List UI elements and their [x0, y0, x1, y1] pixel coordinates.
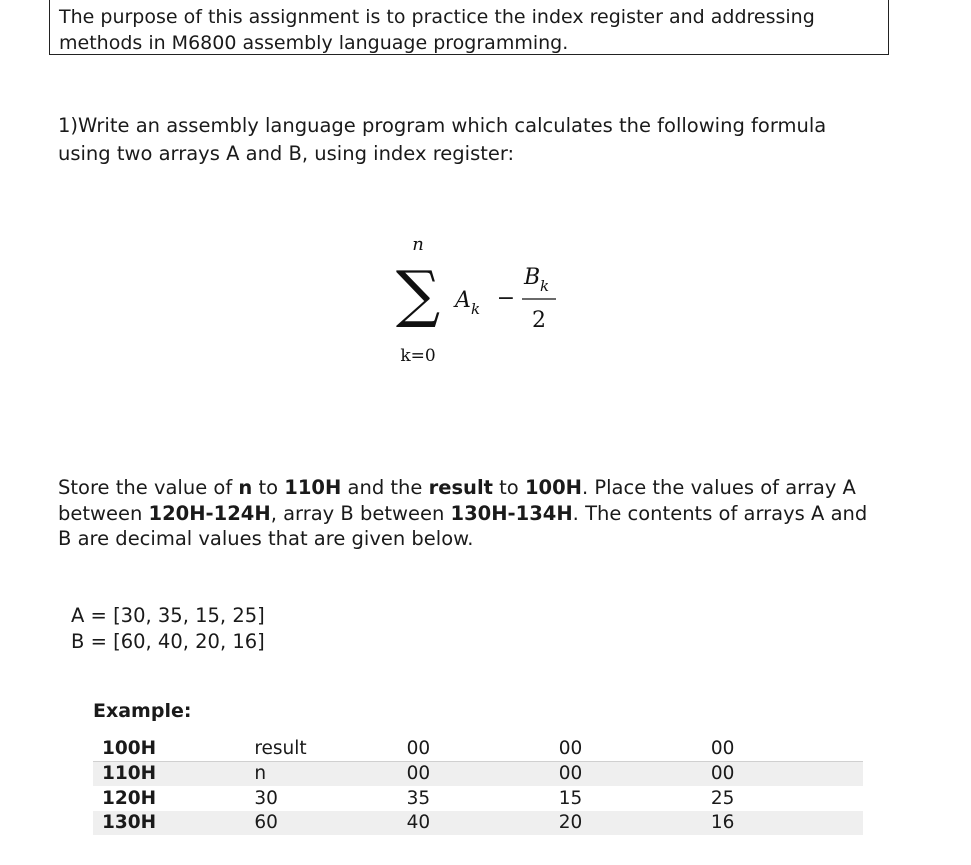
table-row	[93, 761, 863, 786]
table-row	[93, 811, 863, 836]
address-cell: 100H	[93, 736, 254, 761]
upper-limit: n	[412, 234, 424, 255]
term-a: A	[455, 288, 471, 313]
value-cell: 00	[711, 761, 863, 786]
value-cell: 20	[559, 811, 711, 836]
value-cell: 00	[559, 761, 711, 786]
minus-sign: −	[496, 286, 516, 311]
store-instructions	[58, 475, 908, 552]
value-cell: 00	[407, 761, 559, 786]
value-cell: 60	[254, 811, 406, 836]
array-a: A = [30, 35, 15, 25]	[71, 604, 265, 627]
term-a-subscript: k	[471, 300, 481, 318]
value-cell: 00	[407, 736, 559, 761]
numerator-subscript: k	[540, 277, 550, 295]
value-cell: 16	[711, 811, 863, 836]
value-cell: 15	[558, 787, 583, 809]
array-b: B = [60, 40, 20, 16]	[71, 630, 265, 653]
value-cell: 00	[559, 736, 711, 761]
address-cell: 130H	[93, 811, 254, 836]
denominator: 2	[532, 308, 546, 333]
address-cell: 120H	[102, 787, 157, 809]
array-values	[71, 603, 265, 655]
value-cell: 30	[254, 787, 278, 809]
value-cell: 35	[406, 787, 431, 809]
question-1-line-1: 1)Write an assembly language program which calculates the following formula	[58, 114, 827, 137]
store-line-3: B are decimal values that are given below.	[58, 527, 474, 550]
intro-line-1: The purpose of this assignment is to practice the index register and addressing	[59, 6, 815, 28]
value-cell: 40	[407, 811, 559, 836]
numerator: B	[524, 265, 541, 290]
value-cell: 00	[711, 736, 863, 761]
table-row	[93, 736, 863, 761]
table-row	[93, 786, 863, 811]
store-line-2: between 120H-124H, array B between 130H-134H. The contents of arrays A and	[58, 501, 868, 525]
label-cell: n	[254, 761, 406, 786]
question-1	[58, 112, 918, 168]
lower-limit: k=0	[400, 346, 436, 366]
address-cell: 110H	[93, 761, 254, 786]
example-label: Example:	[93, 700, 192, 722]
summation-formula	[380, 225, 580, 375]
sigma-symbol: ∑	[395, 257, 441, 330]
label-cell: result	[254, 736, 406, 761]
memory-table	[93, 736, 863, 835]
intro-line-2: methods in M6800 assembly language programming.	[59, 32, 569, 54]
question-1-line-2: using two arrays A and B, using index register:	[58, 142, 515, 165]
intro-box	[49, 0, 889, 55]
store-line-1: Store the value of n to 110H and the result to 100H. Place the values of array A	[58, 476, 856, 499]
value-cell: 25	[710, 787, 735, 809]
